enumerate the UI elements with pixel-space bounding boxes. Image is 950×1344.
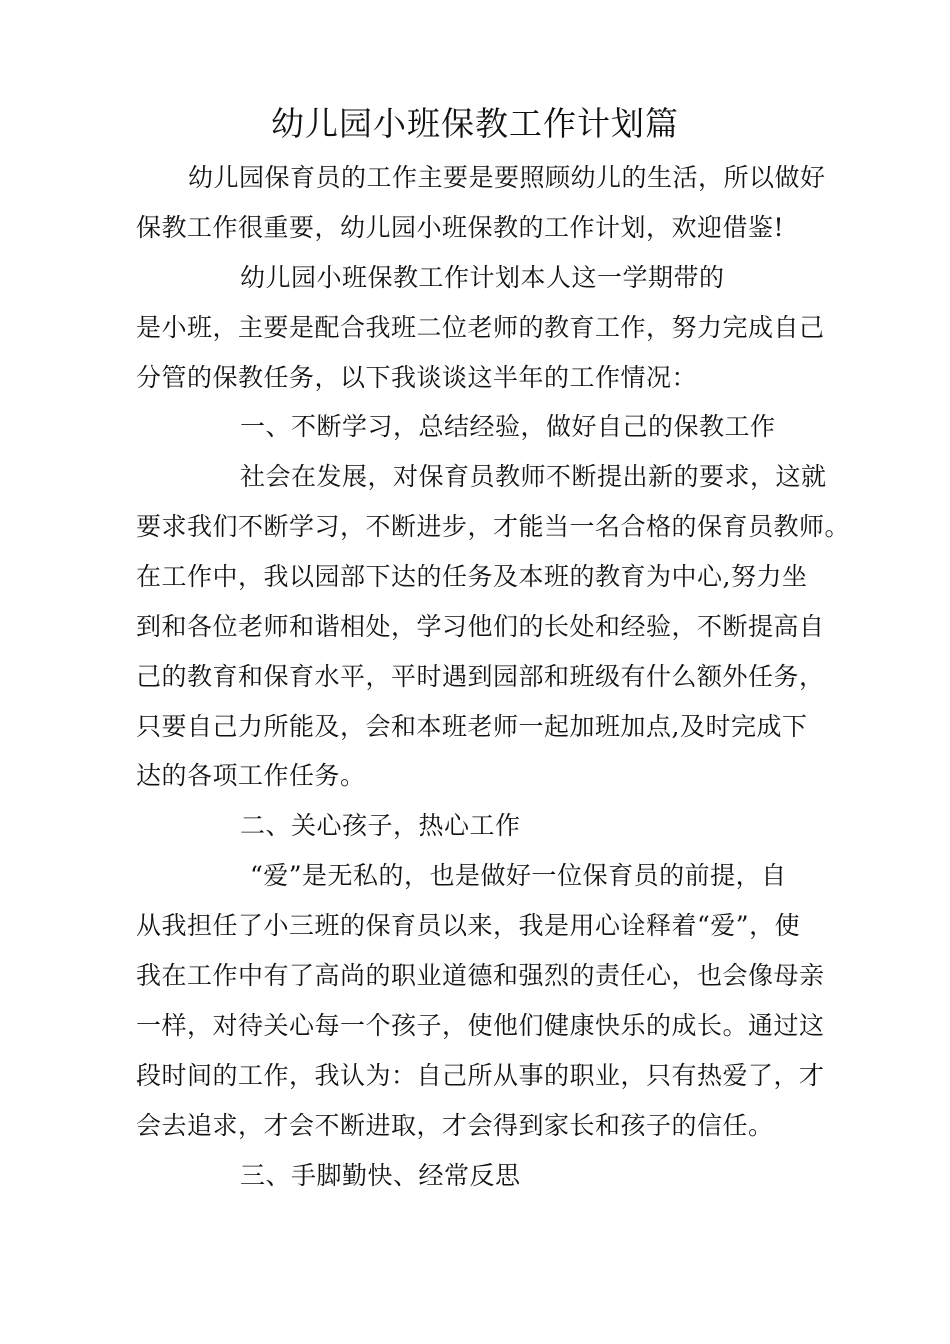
paragraph-line: 只要自己力所能及，会和本班老师一起加班加点,及时完成下 — [136, 712, 808, 741]
paragraph-line: 到和各位老师和谐相处，学习他们的长处和经验，不断提高自 — [136, 612, 825, 641]
section-heading: 二、关心孩子，热心工作 — [240, 811, 521, 840]
paragraph-line: 分管的保教任务，以下我谈谈这半年的工作情况： — [136, 363, 698, 392]
paragraph-line: “爱”是无私的，也是做好一位保育员的前提，自 — [250, 861, 787, 890]
paragraph-line: 段时间的工作，我认为：自己所从事的职业，只有热爱了，才 — [136, 1061, 825, 1090]
paragraph-line: 从我担任了小三班的保育员以来，我是用心诠释着“爱”，使 — [136, 911, 801, 940]
paragraph-line: 是小班，主要是配合我班二位老师的教育工作，努力完成自己 — [136, 313, 825, 342]
section-heading: 一、不断学习，总结经验，做好自己的保教工作 — [240, 412, 776, 441]
paragraph-line: 达的各项工作任务。 — [136, 761, 366, 790]
paragraph-line: 一样，对待关心每一个孩子，使他们健康快乐的成长。通过这 — [136, 1011, 825, 1040]
paragraph-line: 幼儿园保育员的工作主要是要照顾幼儿的生活，所以做好 — [188, 163, 826, 192]
paragraph-line: 社会在发展，对保育员教师不断提出新的要求，这就 — [240, 462, 827, 491]
section-heading: 三、手脚勤快、经常反思 — [240, 1161, 521, 1190]
paragraph-line: 要求我们不断学习，不断进步，才能当一名合格的保育员教师。 — [136, 512, 851, 541]
paragraph-line: 会去追求，才会不断进取，才会得到家长和孩子的信任。 — [136, 1111, 774, 1140]
paragraph-line: 我在工作中有了高尚的职业道德和强烈的责任心，也会像母亲 — [136, 961, 825, 990]
paragraph-line: 保教工作很重要，幼儿园小班保教的工作计划，欢迎借鉴! — [136, 213, 785, 242]
paragraph-line: 己的教育和保育水平，平时遇到园部和班级有什么额外任务， — [136, 662, 825, 691]
document-title: 幼儿园小班保教工作计划篇 — [271, 104, 679, 143]
paragraph-line: 幼儿园小班保教工作计划本人这一学期带的 — [240, 263, 725, 292]
paragraph-line: 在工作中，我以园部下达的任务及本班的教育为中心,努力坐 — [136, 562, 808, 591]
